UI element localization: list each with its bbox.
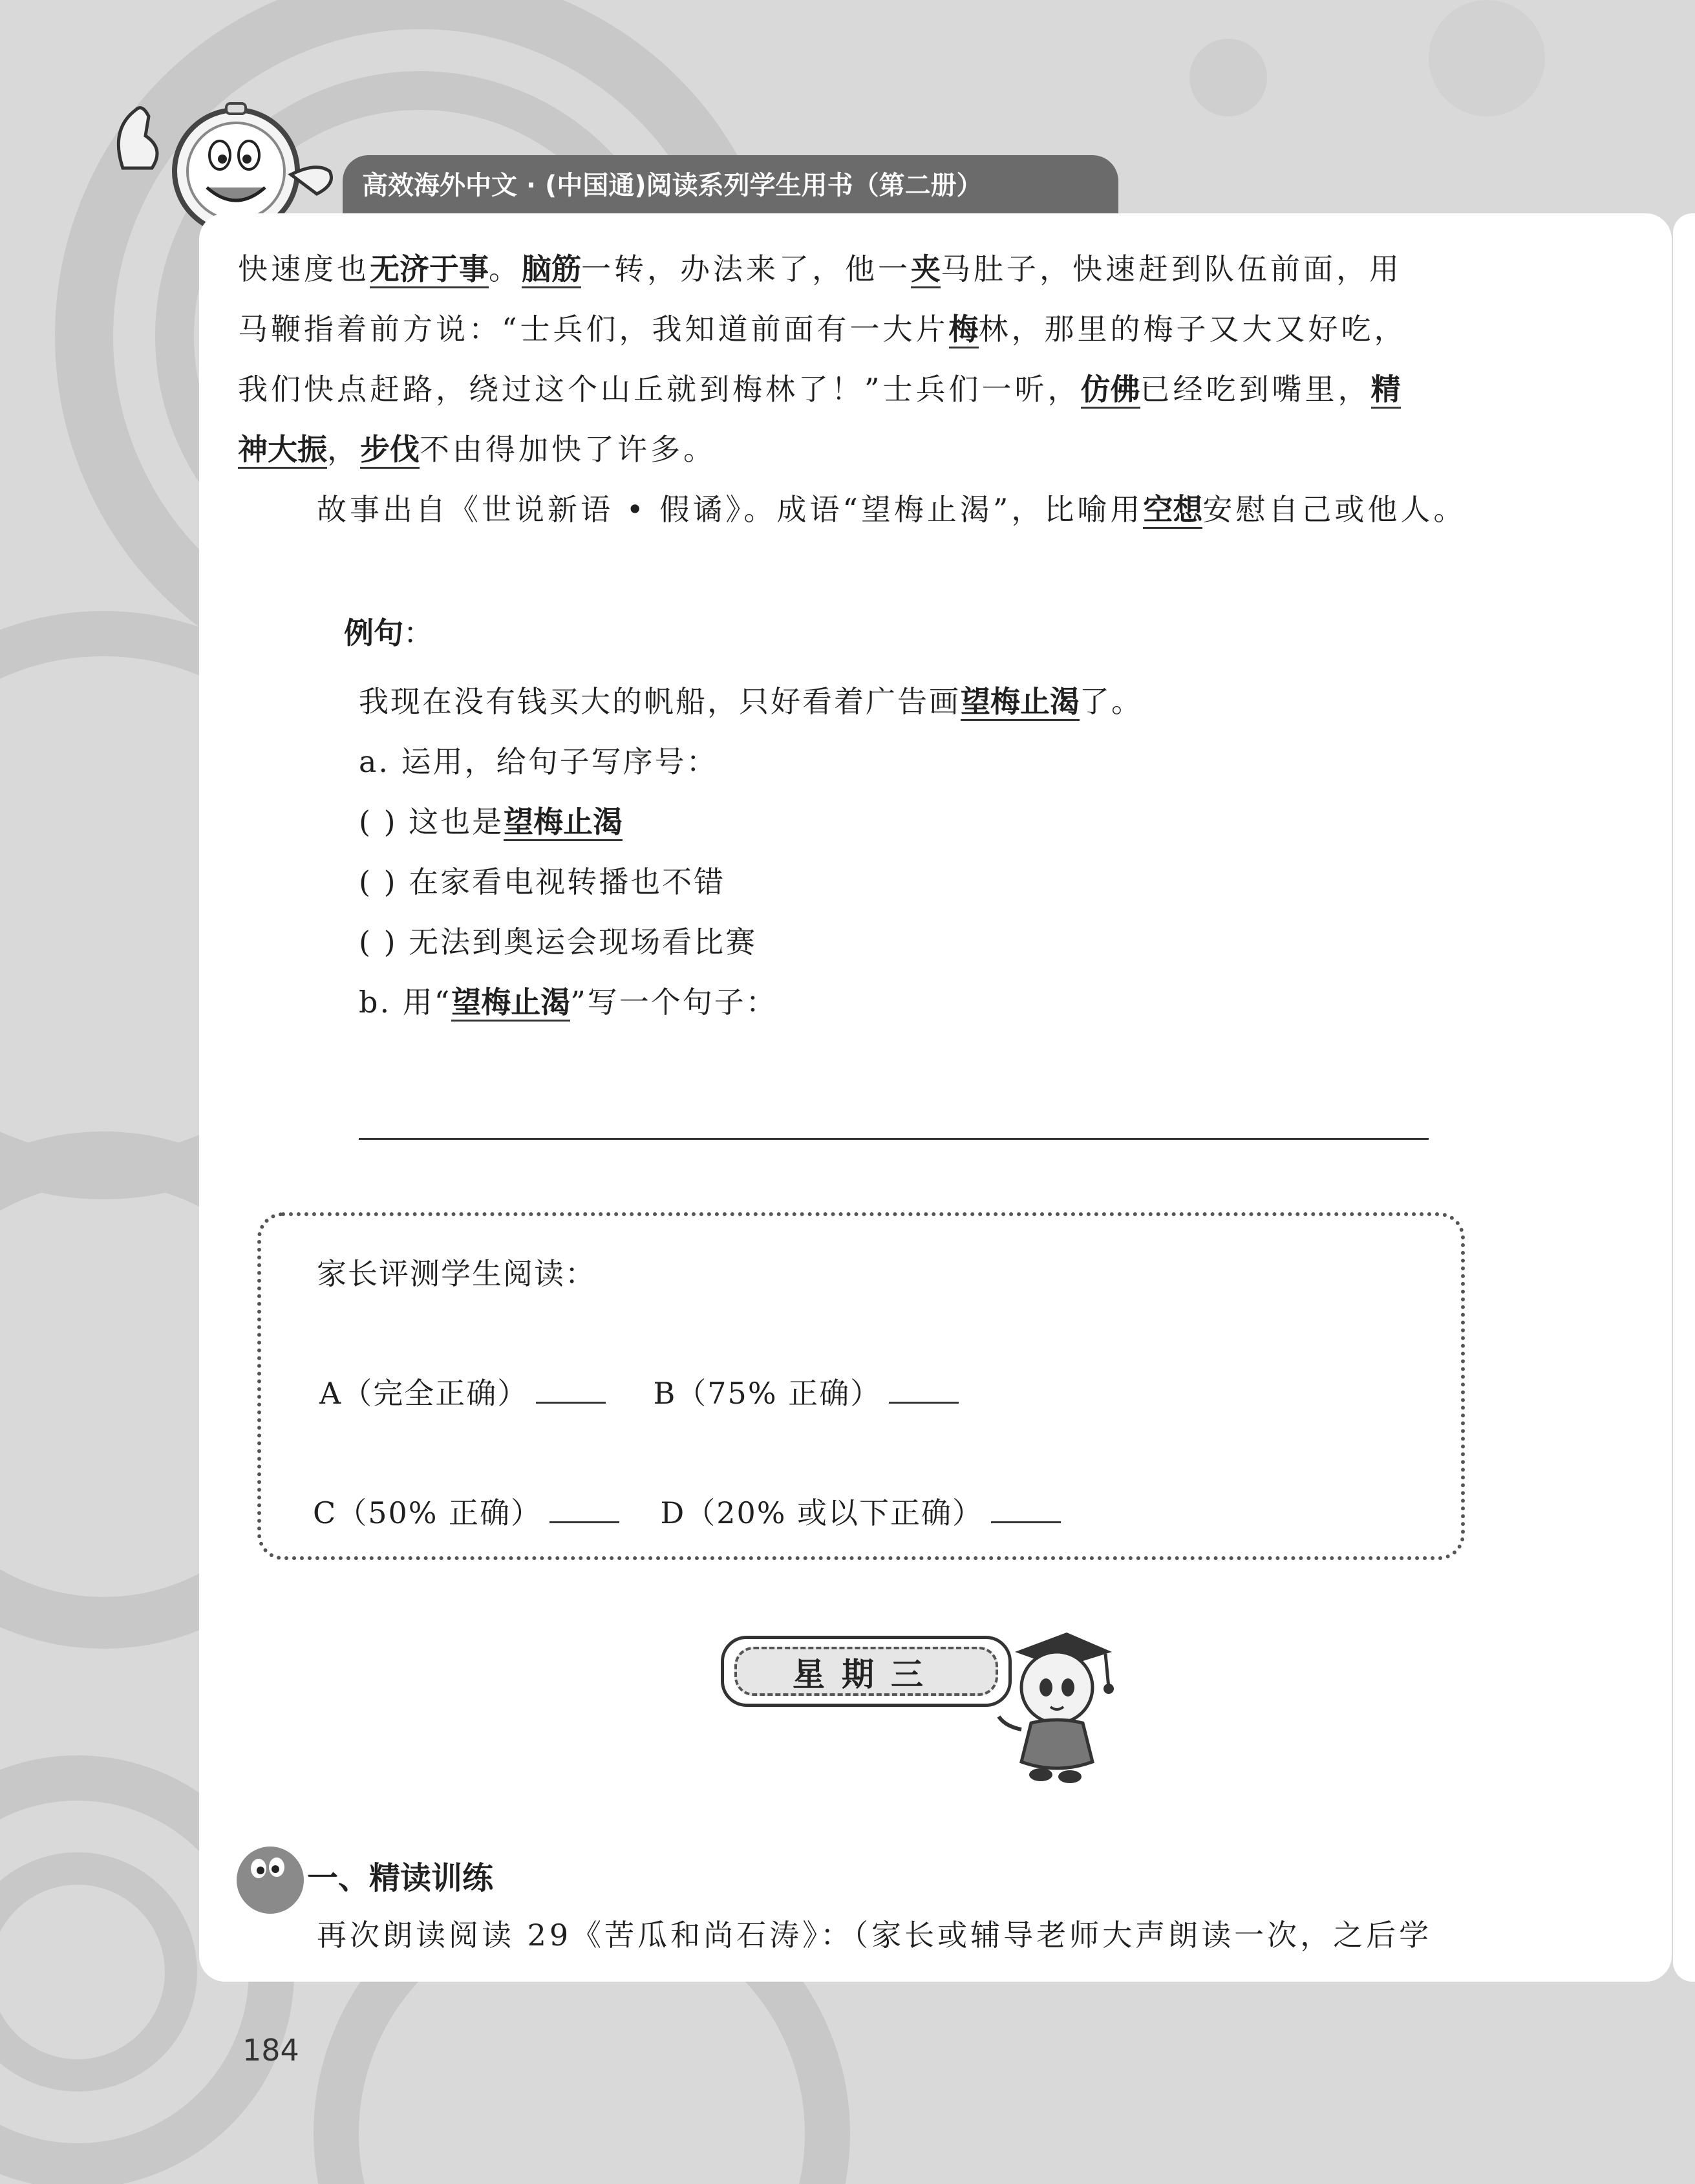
text-segment: 已经吃到嘴里， bbox=[1140, 372, 1371, 407]
option-c-blank[interactable] bbox=[549, 1495, 619, 1523]
vocab-highlight: 夹 bbox=[911, 252, 941, 288]
vocab-highlight: 望梅止渴 bbox=[504, 804, 623, 841]
text-segment: 快速度也 bbox=[238, 252, 370, 286]
text-segment: ( ) 这也是 bbox=[359, 804, 504, 839]
answer-write-line[interactable] bbox=[359, 1138, 1429, 1140]
option-a-label: A（完全正确） bbox=[319, 1376, 529, 1411]
example-sentence bbox=[359, 679, 1143, 724]
page-number: 184 bbox=[242, 2033, 299, 2068]
story-line bbox=[238, 359, 1505, 420]
task-b-instruction bbox=[359, 980, 778, 1025]
day-badge bbox=[721, 1636, 1012, 1707]
option-d-label: D（20% 或以下正确） bbox=[660, 1495, 984, 1530]
clock-mascot-illustration bbox=[103, 71, 375, 233]
card-edge bbox=[1673, 213, 1695, 1982]
evaluation-row-2 bbox=[313, 1490, 1061, 1536]
book-title: 高效海外中文 · (中国通)阅读系列学生用书（第二册） bbox=[362, 171, 983, 200]
student-mascot-illustration bbox=[996, 1616, 1118, 1784]
text-segment: 不由得加快了许多。 bbox=[420, 432, 716, 467]
text-segment: ”写一个句子： bbox=[570, 985, 778, 1020]
text-segment: 林，那里的梅子又大又好吃， bbox=[978, 312, 1407, 347]
story-line bbox=[238, 420, 1505, 480]
task-a-instruction: a. 运用，给句子写序号： bbox=[359, 744, 718, 779]
text-segment: ( ) 无法到奥运会现场看比赛 bbox=[359, 925, 758, 959]
vocab-highlight: 步伐 bbox=[360, 432, 420, 469]
order-item bbox=[359, 919, 757, 965]
option-a-blank[interactable] bbox=[536, 1376, 606, 1404]
option-b-blank[interactable] bbox=[889, 1376, 959, 1404]
text-segment: 。 bbox=[489, 252, 522, 286]
example-colon: ： bbox=[403, 616, 433, 650]
vocab-highlight: 空想 bbox=[1143, 492, 1202, 529]
story-source-line bbox=[238, 480, 1505, 540]
text-segment: 安慰自己或他人。 bbox=[1202, 492, 1467, 527]
story-paragraph bbox=[238, 239, 1505, 540]
text-segment: ( ) 在家看电视转播也不错 bbox=[359, 864, 726, 899]
vocab-highlight: 梅 bbox=[949, 312, 979, 348]
evaluation-title: 家长评测学生阅读： bbox=[317, 1256, 596, 1291]
section-title: 一、精读训练 bbox=[307, 1860, 494, 1896]
text-segment: 故事出自《世说新语 • 假谲》。成语“望梅止渴”，比喻用 bbox=[317, 492, 1144, 527]
vocab-highlight: 仿佛 bbox=[1081, 372, 1140, 409]
story-line bbox=[238, 239, 1505, 299]
text-segment: 马肚子，快速赶到队伍前面，用 bbox=[941, 252, 1402, 286]
day-badge-inner bbox=[734, 1647, 998, 1696]
vocab-highlight: 无济于事 bbox=[370, 252, 489, 288]
section-instruction: 再次朗读阅读 29《苦瓜和尚石涛》：（家长或辅导老师大声朗读一次，之后学 bbox=[317, 1918, 1433, 1953]
vocab-highlight: 望梅止渴 bbox=[961, 684, 1080, 721]
vocab-highlight: 神大振 bbox=[238, 432, 327, 469]
example-heading bbox=[344, 610, 433, 656]
option-b-label: B（75% 正确） bbox=[653, 1376, 882, 1411]
example-title: 例句 bbox=[344, 616, 403, 650]
order-item bbox=[359, 859, 725, 905]
vocab-highlight: 望梅止渴 bbox=[451, 985, 570, 1022]
option-d-blank[interactable] bbox=[991, 1495, 1061, 1523]
text-segment: ， bbox=[327, 432, 360, 467]
text-segment: b. 用“ bbox=[359, 985, 452, 1020]
option-c-label: C（50% 正确） bbox=[313, 1495, 542, 1530]
text-segment: 马鞭指着前方说：“士兵们，我知道前面有一大片 bbox=[238, 312, 949, 347]
story-line bbox=[238, 299, 1505, 359]
day-label: 星期三 bbox=[793, 1656, 940, 1693]
vocab-highlight: 脑筋 bbox=[522, 252, 581, 288]
vocab-highlight: 精 bbox=[1371, 372, 1401, 409]
face-bullet-icon bbox=[233, 1840, 310, 1918]
evaluation-row-1 bbox=[319, 1371, 959, 1416]
order-item bbox=[359, 799, 623, 844]
text-segment: 我们快点赶路，绕过这个山丘就到梅林了！”士兵们一听， bbox=[238, 372, 1081, 407]
text-segment: 一转，办法来了，他一 bbox=[581, 252, 911, 286]
text-segment: 我现在没有钱买大的帆船，只好看着广告画 bbox=[359, 684, 961, 719]
text-segment: 了。 bbox=[1080, 684, 1143, 719]
